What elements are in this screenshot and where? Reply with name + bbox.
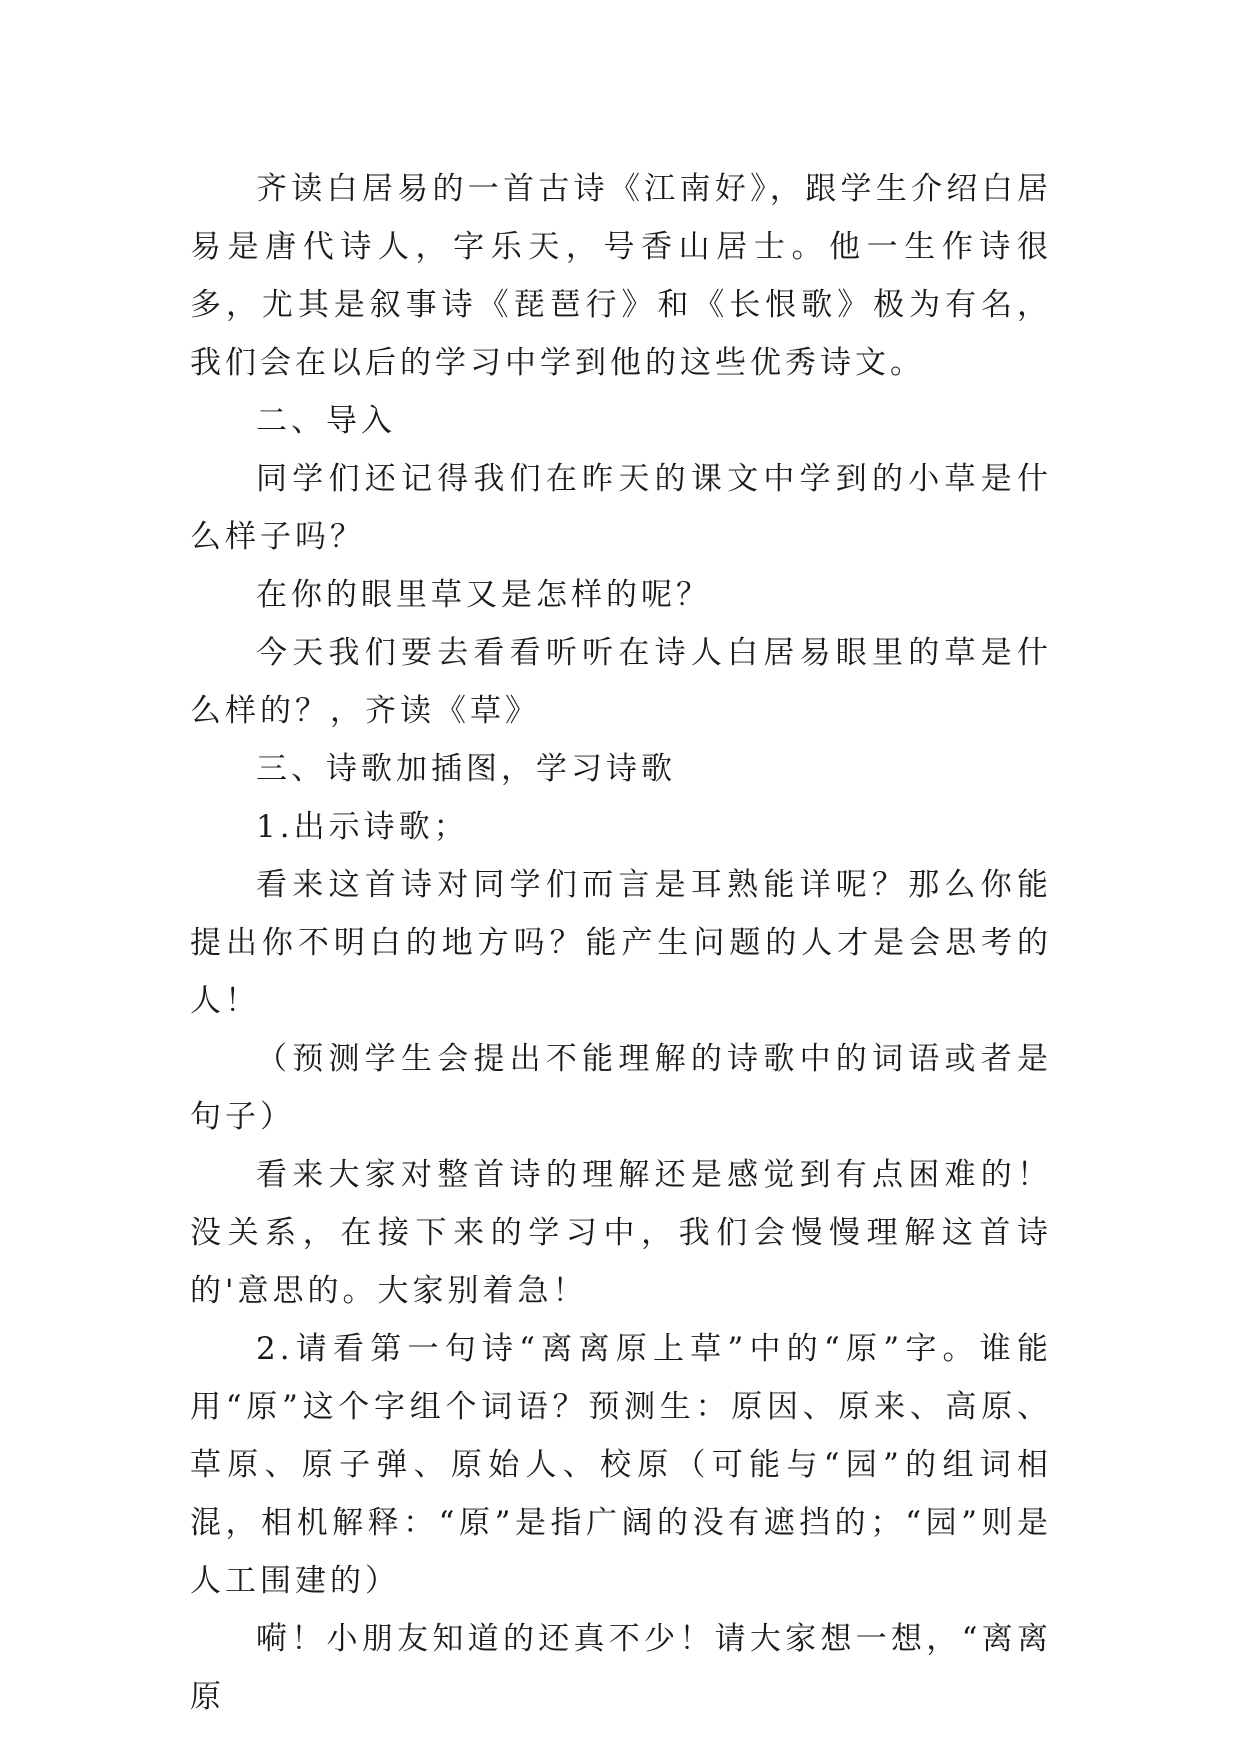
section-heading-poem-study: 三、诗歌加插图，学习诗歌 [256,751,676,787]
paragraph-read-poem: 今天我们要去看看听听在诗人白居易眼里的草是什么样的？，齐读《草》 [190,635,1052,729]
section-heading-introduction: 二、导入 [256,403,396,439]
paragraph-familiar-poem: 看来这首诗对同学们而言是耳熟能详呢？那么你能提出你不明白的地方吗？能产生问题的人才是会思考的人！ [190,867,1052,1019]
paragraph-intro-bai-juyi: 齐读白居易的一首古诗《江南好》，跟学生介绍白居易是唐代诗人，字乐天，号香山居士。他一生作诗很多，尤其是叙事诗《琵琶行》和《长恨歌》极为有名，我们会在以后的学习中学到他的这些优秀诗文。 [190,171,1052,381]
paragraph-praise: 嗬！小朋友知道的还真不少！请大家想一想，“离离原 [190,1621,1052,1715]
document-body [190,160,1052,1726]
paragraph-encouragement: 看来大家对整首诗的理解还是感觉到有点困难的！没关系，在接下来的学习中，我们会慢慢理解这首诗的'意思的。大家别着急！ [190,1157,1052,1309]
paragraph-step-1: 1.出示诗歌； [256,809,469,845]
paragraph-prediction-note: （预测学生会提出不能理解的诗歌中的词语或者是句子） [190,1041,1052,1135]
paragraph-step-2-yuan: 2.请看第一句诗“离离原上草”中的“原”字。谁能用“原”这个字组个词语？预测生：原因、原来、高原、草原、原子弹、原始人、校原（可能与“园”的组词相混，相机解释：“原”是指广阔的没有遮挡的；“园”则是人工围建的） [190,1331,1052,1599]
paragraph-question-grass: 同学们还记得我们在昨天的课文中学到的小草是什么样子吗？ [190,461,1052,555]
paragraph-question-your-view: 在你的眼里草又是怎样的呢？ [256,577,711,613]
